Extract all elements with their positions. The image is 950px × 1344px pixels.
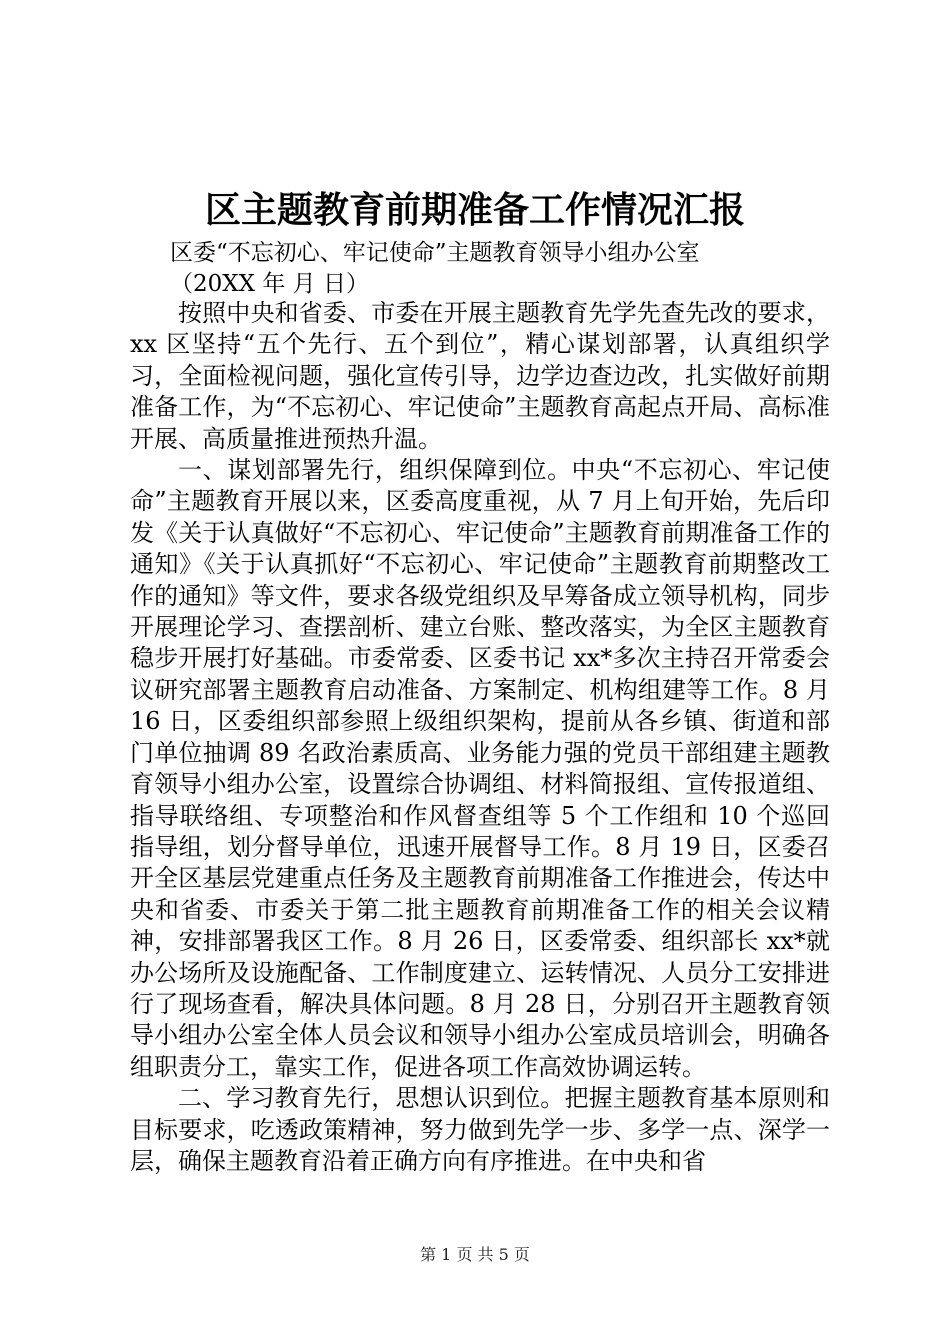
page-footer: 第 1 页 共 5 页 — [420, 1245, 530, 1264]
document-title: 区主题教育前期准备工作情况汇报 — [204, 189, 745, 231]
paragraph-section-2: 二、学习教育先行，思想认识到位。把握主题教育基本原则和目标要求，吃透政策精神，努力做到先学一步、多学一点、深学一层，确保主题教育沿着正确方向有序推进。在中央和省 — [130, 1084, 830, 1175]
paragraph-intro: 按照中央和省委、市委在开展主题教育先学先查先改的要求，xx 区坚持“五个先行、五个到位”，精心谋划部署，认真组织学习，全面检视问题，强化宣传引导，边学边查边改，扎实做好前期准备工作，为“不忘初心、牢记使命”主题教育高起点开局、高标准开展、高质量推进预热升温。 — [130, 299, 830, 453]
document-date: （20XX 年 月 日） — [170, 271, 369, 297]
document-body — [130, 298, 830, 1177]
paragraph-section-1: 一、谋划部署先行，组织保障到位。中央“不忘初心、牢记使命”主题教育开展以来，区委高度重视，从 7 月上旬开始，先后印发《关于认真做好“不忘初心、牢记使命”主题教育前期准备工作的通知》《关于认真抓好“不忘初心、牢记使命”主题教育前期整改工作的通知》等文件，要求各级党组织及早筹备成立领导机构，同步开展理论学习、查摆剖析、建立台账、整改落实，为全区主题教育稳步开展打好基础。市委常委、区委书记 xx*多次主持召开常委会议研究部署主题教育启动准备、方案制定、机构组建等工作。8 月 16 日，区委组织部参照上级组织架构，提前从各乡镇、街道和部门单位抽调 89 名政治素质高、业务能力强的党员干部组建主题教育领导小组办公室，设置综合协调组、材料简报组、宣传报道组、指导联络组、专项整治和作风督查组等 5 个工作组和 10 个巡回指导组，划分督导单位，迅速开展督导工作。8 月 19 日，区委召开全区基层党建重点任务及主题教育前期准备工作推进会，传达中央和省委、市委关于第二批主题教育前期准备工作的相关会议精神，安排部署我区工作。8 月 26 日，区委常委、组织部长 xx*就办公场所及设施配备、工作制度建立、运转情况、人员分工安排进行了现场查看，解决具体问题。8 月 28 日，分别召开主题教育领导小组办公室全体人员会议和领导小组办公室成员培训会，明确各组职责分工，靠实工作，促进各项工作高效协调运转。 — [130, 456, 830, 1081]
document-author: 区委“不忘初心、牢记使命”主题教育领导小组办公室 — [170, 240, 700, 266]
